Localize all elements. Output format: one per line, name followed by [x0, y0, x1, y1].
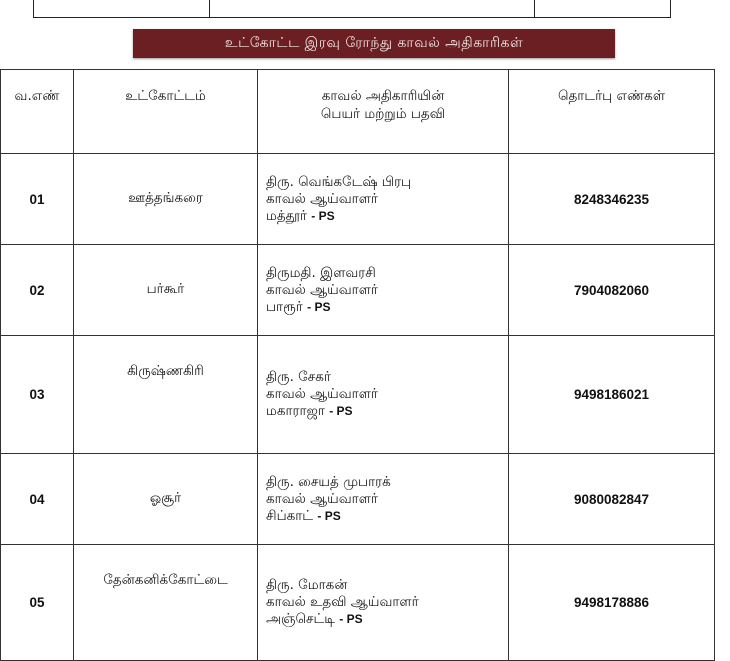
serial-no-cell: 04 — [1, 454, 74, 545]
station-name: சிப்காட் — [266, 507, 314, 524]
table-header-row — [1, 70, 715, 154]
table-row — [1, 154, 715, 245]
station-name: அஞ்செட்டி — [266, 611, 335, 627]
officer-rank: காவல் ஆய்வாளர் — [266, 281, 378, 298]
phone-cell: 9080082847 — [509, 454, 715, 545]
officer-cell — [258, 245, 509, 336]
division-cell: கிருஷ்ணகிரி — [74, 336, 258, 454]
officer-cell — [258, 336, 509, 454]
division-cell: பர்கூர் — [74, 245, 258, 336]
officer-name: திரு. சேகர் — [266, 369, 331, 385]
serial-no-cell: 05 — [1, 545, 74, 661]
officer-station — [266, 508, 508, 525]
officer-rank: காவல் ஆய்வாளர் — [266, 190, 378, 207]
officer-station — [266, 403, 508, 420]
phone-cell: 9498186021 — [509, 336, 715, 454]
officer-name: திருமதி. இளவரசி — [266, 264, 376, 281]
officer-station — [266, 299, 508, 316]
station-name: மகாராஜா — [266, 403, 325, 419]
station-suffix: - PS — [329, 404, 353, 418]
header-officer — [258, 70, 509, 154]
officer-rank: காவல் உதவி ஆய்வாளர் — [266, 594, 419, 610]
officer-cell — [258, 545, 509, 661]
station-suffix: - PS — [317, 508, 341, 523]
officer-station — [266, 611, 508, 628]
officer-rank: காவல் ஆய்வாளர் — [266, 386, 378, 402]
table-row — [1, 545, 715, 661]
header-serial-no: வ.எண் — [1, 70, 74, 154]
station-suffix: - PS — [339, 612, 363, 626]
officer-name: திரு. மோகன் — [266, 577, 348, 593]
section-title-banner: உட்கோட்ட இரவு ரோந்து காவல் அதிகாரிகள் — [133, 29, 615, 58]
table-divider — [209, 0, 210, 17]
serial-no-cell: 02 — [1, 245, 74, 336]
header-officer-line1: காவல் அதிகாரியின் — [321, 88, 445, 104]
officer-cell — [258, 154, 509, 245]
header-phone: தொடர்பு எண்கள் — [509, 70, 715, 154]
phone-cell: 9498178886 — [509, 545, 715, 661]
station-suffix: - PS — [307, 299, 331, 314]
phone-cell: 8248346235 — [509, 154, 715, 245]
serial-no-cell: 03 — [1, 336, 74, 454]
station-suffix: - PS — [311, 208, 335, 223]
table-row — [1, 454, 715, 545]
officer-name: திரு. வெங்கடேஷ் பிரபு — [266, 173, 412, 190]
division-cell: ஓசூர் — [74, 454, 258, 545]
table-row — [1, 336, 715, 454]
header-officer-line2: பெயர் மற்றும் பதவி — [320, 106, 446, 122]
header-division: உட்கோட்டம் — [74, 70, 258, 154]
officer-station — [266, 208, 508, 225]
division-cell: ஊத்தங்கரை — [74, 154, 258, 245]
serial-no-cell: 01 — [1, 154, 74, 245]
division-cell: தேன்கனிக்கோட்டை — [74, 545, 258, 661]
table-divider — [534, 0, 535, 17]
station-name: பாரூர் — [266, 298, 303, 315]
officer-name: திரு. சையத் முபாரக் — [266, 473, 391, 490]
previous-table-remnant — [33, 0, 671, 18]
night-patrol-officers-table — [0, 69, 715, 661]
phone-cell: 7904082060 — [509, 245, 715, 336]
officer-rank: காவல் ஆய்வாளர் — [266, 490, 378, 507]
officer-cell — [258, 454, 509, 545]
station-name: மத்தூர் — [266, 207, 307, 224]
table-row — [1, 245, 715, 336]
